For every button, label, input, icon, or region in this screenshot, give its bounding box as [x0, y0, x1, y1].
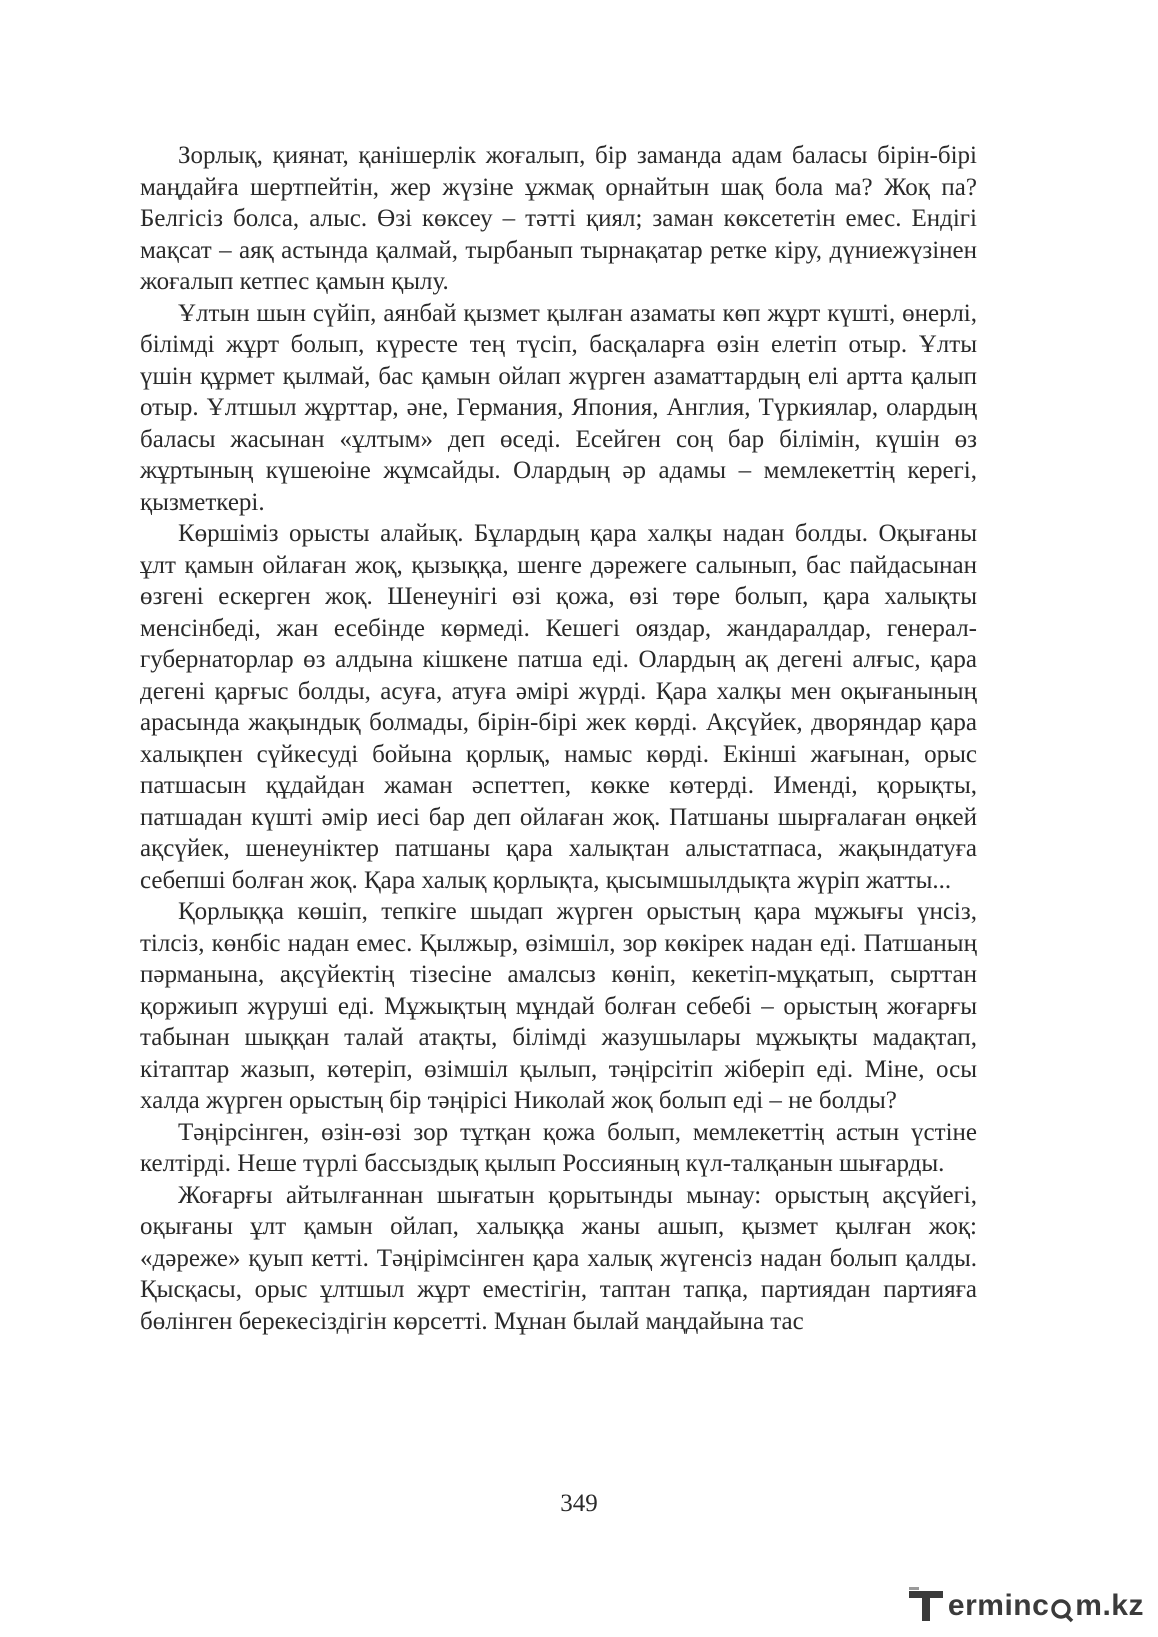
termincom-watermark [907, 1583, 1144, 1623]
watermark-text: erminc [947, 1589, 1050, 1622]
watermark-magnifier-icon [1049, 1593, 1075, 1623]
paragraph-4: Қорлыққа көшіп, тепкіге шыдап жүрген орыстың қара мұжығы үнсіз, тілсіз, көнбіс надан емес. Қылжыр, өзімшіл, зор көкірек надан еді. Патшаның пәрманына, ақсүйектің тізесіне амалсыз көніп, кекетіп-мұқатып, сырттан қоржиып жүруші еді. Мұжықтың мұндай болған себебі – орыстың жоғарғы табынан шыққан талай атақты, білімді жазушылары мұжықты мадақтап, кітаптар жазып, көтеріп, өзімшіл қылып, тәңірсітіп жіберіп еді. Міне, осы халда жүрген орыстың бір тәңірісі Николай жоқ болып еді – не болды? [140, 898, 977, 1114]
page-number: 349 [560, 1490, 598, 1517]
paragraph-5: Тәңірсінген, өзін-өзі зор тұтқан қожа болып, мемлекеттің астын үстіне келтірді. Неше түрлі бассыздық қылып Россияның күл-талқанын шығарды. [140, 1118, 977, 1177]
paragraph-2: Ұлтын шын сүйіп, аянбай қызмет қылған азаматы көп жұрт күшті, өнерлі, білімді жұрт болып, күресте тең түсіп, басқаларға өзін елетіп отыр. Ұлты үшін құрмет қылмай, бас қамын ойлап жүрген азаматтардың елі артта қалып отыр. Ұлтшыл жұрттар, әне, Германия, Япония, Англия, Түркиялар, олардың баласы жасынан «ұлтым» деп өседі. Есейген соң бар білімін, күшін өз жұртының күшеюіне жұмсайды. Олардың әр адамы – мемлекеттің керегі, қызметкері. [140, 299, 977, 516]
paragraph-3: Көршіміз орысты алайық. Бұлардың қара халқы надан болды. Оқығаны ұлт қамын ойлаған жоқ, қызыққа, шенге дәрежеге салынып, бас пайдасынан өзгені ескерген жоқ. Шенеунігі өзі қожа, өзі төре болып, қара халықты менсінбеді, жан есебінде көрмеді. Кешегі ояздар, жандаралдар, генерал-губернаторлар өз алдына кішкене патша еді. Олардың ақ дегені алғыс, қара дегені қарғыс болды, асуға, атуға әмірі жүрді. Қара халқы мен оқығанының арасында жақындық болмады, бірін-бірі жек көрді. Ақсүйек, дворяндар қара халықпен сүйкесуді бойына қорлық, намыс көрді. Екінші жағынан, орыс патшасын құдайдан жаман әспеттеп, көкке көтерді. Имендi, қорықты, патшадан күшті әмір иесі бар деп ойлаған жоқ. Патшаны шырғалаған өңкей ақсүйек, шенеуніктер патшаны қара халықтан алыстатпаса, жақындатуға себепші болған жоқ. Қара халық қорлықта, қысымшылдықта жүріп жатты... [140, 520, 977, 894]
paragraph-6: Жоғарғы айтылғаннан шығатын қорытынды мынау: орыстың ақсүйегі, оқығаны ұлт қамын ойлап, халыққа жаны ашып, қызмет қылған жоқ: «дәреже» қуып кетті. Тәңірімсінген қара халық жүгенсіз надан болып қалды. Қысқасы, орыс ұлтшыл жұрт еместігін, таптан тапқа, партиядан партияға бөлінген берекесіздігін көрсетті. Мұнан былай маңдайына тас [140, 1181, 977, 1335]
watermark-domain: m.kz [1075, 1589, 1144, 1622]
watermark-t-logo-icon [907, 1583, 947, 1623]
page-body [140, 140, 977, 1337]
paragraph-1: Зорлық, қиянат, қанішерлік жоғалып, бір заманда адам баласы бірін-бірі маңдайға шертпейтін, жер жүзіне ұжмақ орнайтын шақ бола ма? Жоқ па? Белгісіз болса, алыс. Өзі көксеу – тәтті қиял; заман көксететін емес. Ендігі мақсат – аяқ астында қалмай, тырбанып тырнақатар ретке кіру, дүниежүзінен жоғалып кетпес қамын қылу. [140, 142, 977, 295]
